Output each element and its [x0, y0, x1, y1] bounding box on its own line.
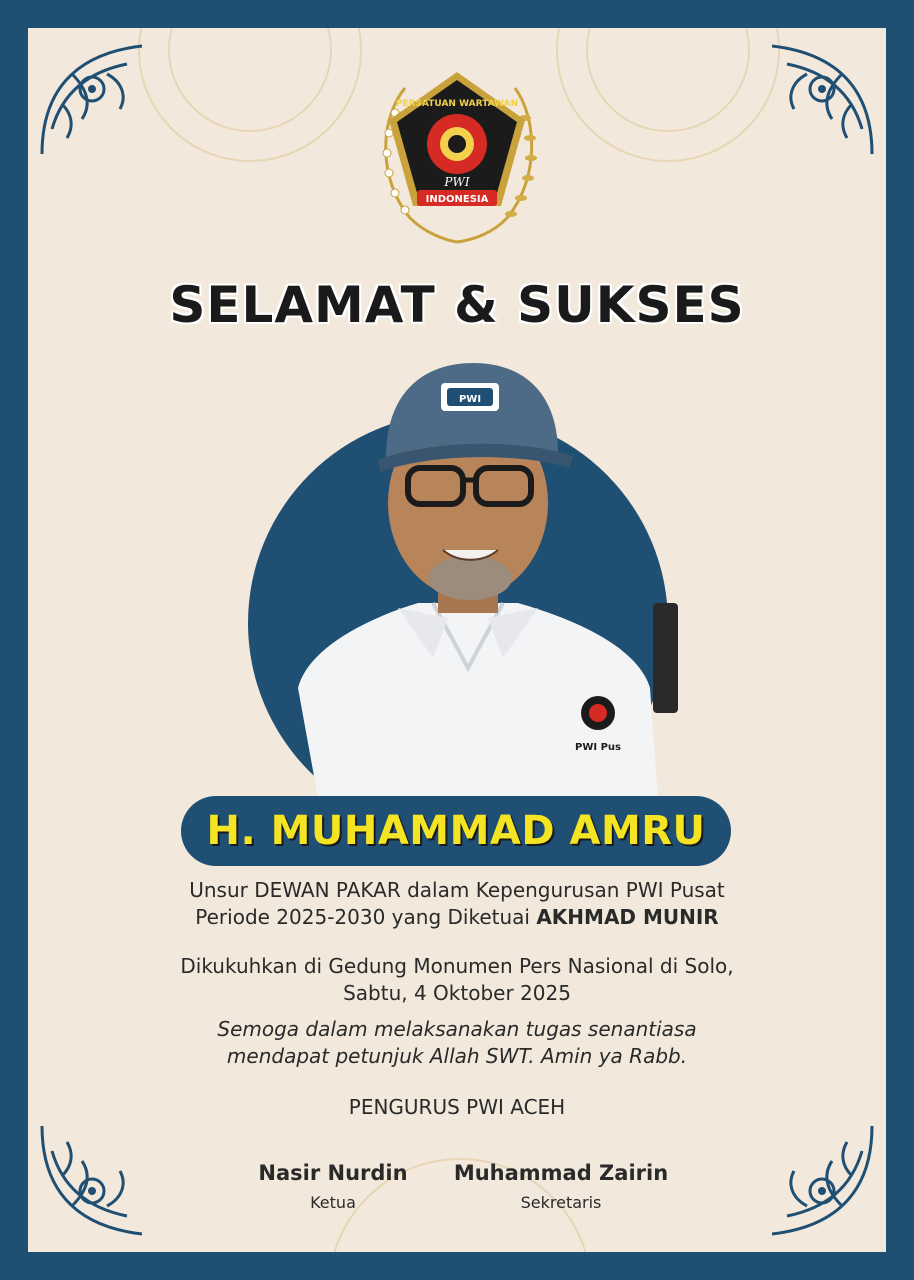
honoree-name-banner: [181, 796, 731, 866]
message-line-1: [28, 877, 886, 904]
logo-mid-text: PWI: [444, 175, 470, 189]
message-line-2: [28, 904, 886, 931]
prayer-line-1: Semoga dalam melaksanakan tugas senantiasa: [217, 1017, 697, 1041]
signatory-name: Nasir Nurdin: [258, 1161, 408, 1185]
logo-top-text: PERSATUAN WARTAWAN: [395, 99, 519, 109]
corner-ornament-bottom-left-icon: [32, 1111, 167, 1246]
sender-title: PENGURUS PWI ACEH: [348, 1095, 566, 1119]
prayer-line-2: mendapat petunjuk Allah SWT. Amin ya Rabb.: [226, 1044, 688, 1068]
message-line-1-text: Unsur DEWAN PAKAR dalam Kepengurusan PWI Pusat: [189, 878, 725, 902]
signatory-secretary: [451, 1161, 671, 1212]
shirt-badge-text: PWI Pus: [575, 742, 621, 753]
corner-ornament-top-left-icon: [32, 34, 167, 169]
honoree-photo: [258, 328, 678, 798]
chairman-name: AKHMAD MUNIR: [536, 905, 719, 929]
signatory-role: Ketua: [310, 1193, 356, 1212]
corner-ornament-top-right-icon: [747, 34, 882, 169]
poster-card: [28, 28, 886, 1252]
poster-heading: SELAMAT & SUKSES: [169, 276, 745, 334]
corner-ornament-bottom-right-icon: [747, 1111, 882, 1246]
message-line-4: Sabtu, 4 Oktober 2025: [343, 981, 571, 1005]
logo-ribbon-text: INDONESIA: [425, 194, 489, 205]
signatory-name: Muhammad Zairin: [453, 1161, 669, 1185]
signatory-role: Sekretaris: [520, 1193, 602, 1212]
honoree-name: H. MUHAMMAD AMRU: [206, 808, 706, 854]
pwi-logo: [365, 58, 549, 248]
message-line-3: Dikukuhkan di Gedung Monumen Pers Nasional di Solo,: [180, 954, 734, 978]
cap-badge-text: PWI: [458, 394, 482, 405]
signatory-chairman: [223, 1161, 443, 1212]
message-line-2-text: Periode 2025-2030 yang Diketuai: [195, 905, 537, 929]
